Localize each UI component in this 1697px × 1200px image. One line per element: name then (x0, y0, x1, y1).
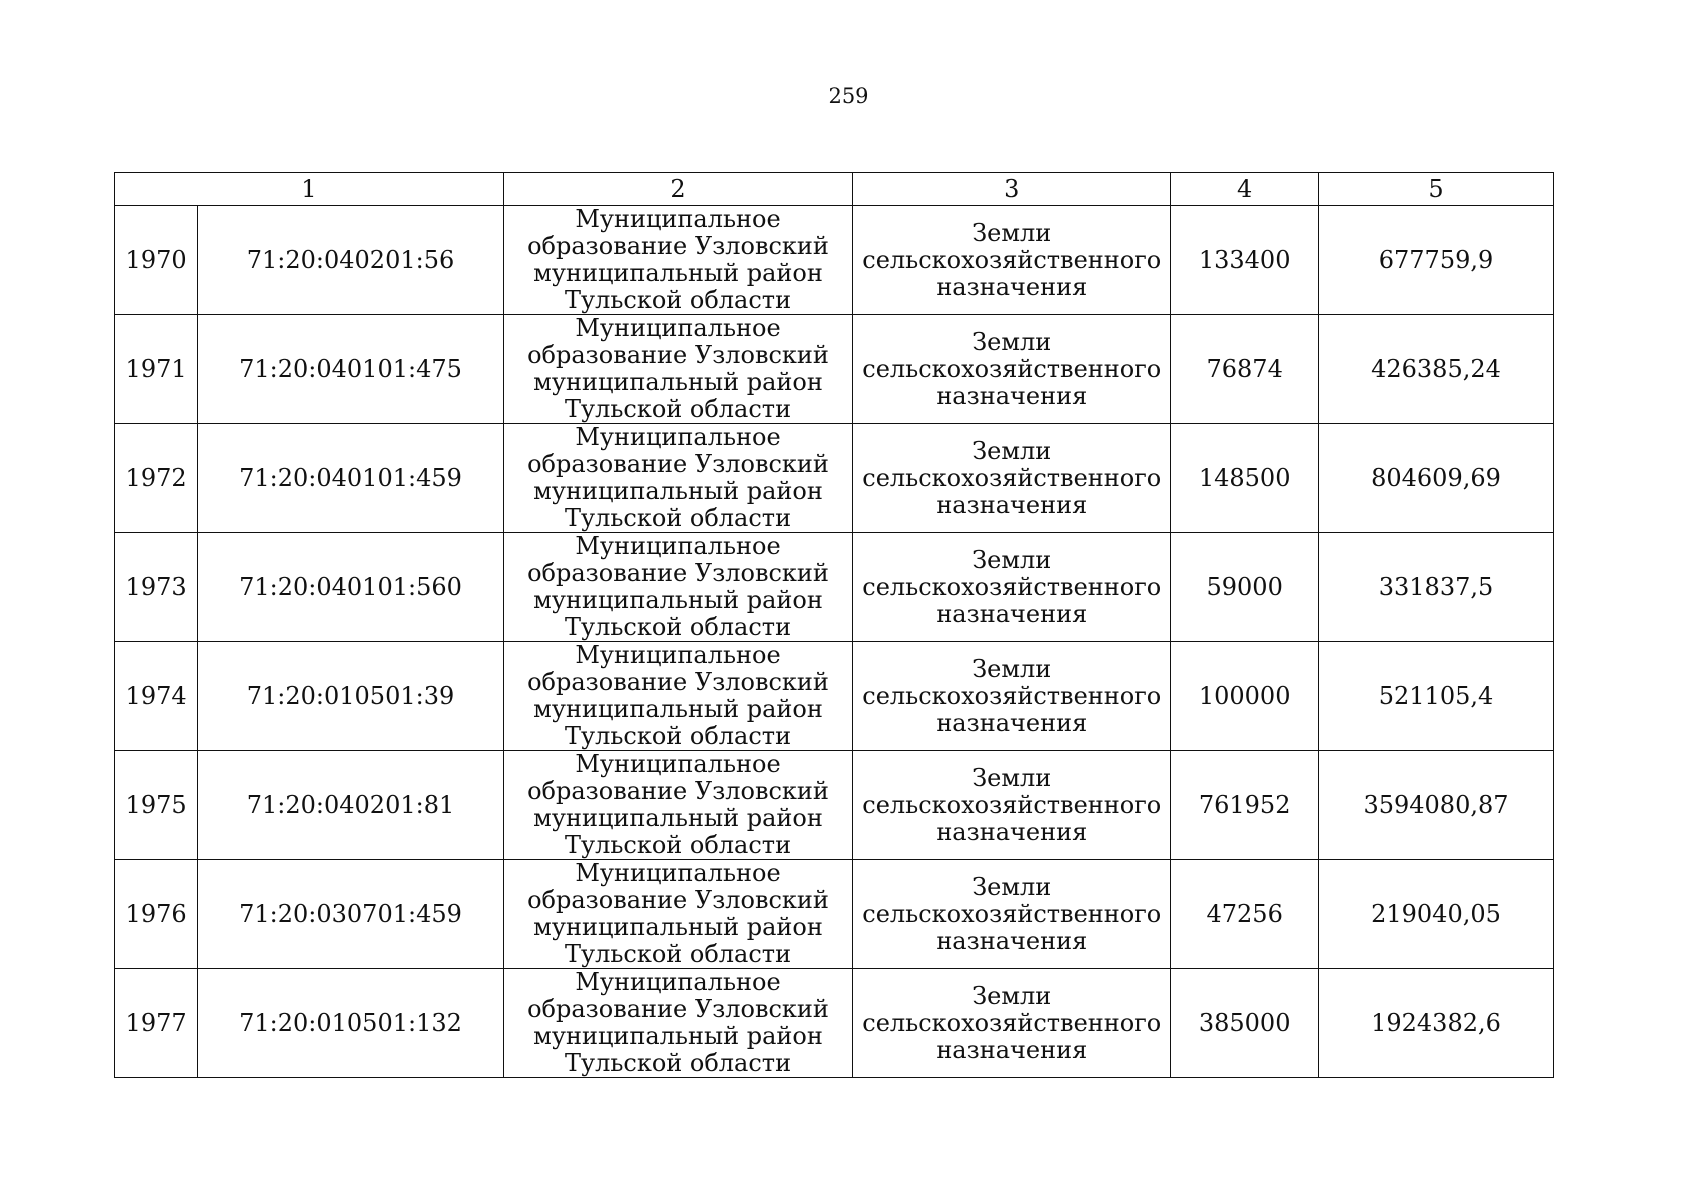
owner-name: Муниципальное образование Узловский муниципальный район Тульской области (503, 315, 852, 424)
cadastral-number: 71:20:010501:39 (198, 642, 504, 751)
header-col-1: 1 (115, 173, 504, 206)
row-number: 1975 (115, 751, 198, 860)
cadastral-number: 71:20:010501:132 (198, 969, 504, 1078)
cadastral-number: 71:20:040101:560 (198, 533, 504, 642)
land-category: Земли сельскохозяйственного назначения (853, 206, 1171, 315)
table-row (115, 860, 1554, 969)
cadastral-value: 426385,24 (1318, 315, 1553, 424)
cadastral-number: 71:20:040201:56 (198, 206, 504, 315)
land-category: Земли сельскохозяйственного назначения (853, 969, 1171, 1078)
land-registry-table (114, 172, 1554, 1078)
cadastral-number: 71:20:040101:475 (198, 315, 504, 424)
land-category: Земли сельскохозяйственного назначения (853, 424, 1171, 533)
table-row (115, 642, 1554, 751)
area: 59000 (1171, 533, 1319, 642)
cadastral-value: 219040,05 (1318, 860, 1553, 969)
table-row (115, 206, 1554, 315)
area: 47256 (1171, 860, 1319, 969)
cadastral-value: 677759,9 (1318, 206, 1553, 315)
cadastral-value: 804609,69 (1318, 424, 1553, 533)
cadastral-value: 3594080,87 (1318, 751, 1553, 860)
cadastral-value: 521105,4 (1318, 642, 1553, 751)
header-col-2: 2 (503, 173, 852, 206)
table-row (115, 533, 1554, 642)
land-category: Земли сельскохозяйственного назначения (853, 533, 1171, 642)
owner-name: Муниципальное образование Узловский муниципальный район Тульской области (503, 533, 852, 642)
cadastral-value: 1924382,6 (1318, 969, 1553, 1078)
owner-name: Муниципальное образование Узловский муниципальный район Тульской области (503, 751, 852, 860)
cadastral-number: 71:20:040101:459 (198, 424, 504, 533)
owner-name: Муниципальное образование Узловский муниципальный район Тульской области (503, 206, 852, 315)
header-col-4: 4 (1171, 173, 1319, 206)
land-category: Земли сельскохозяйственного назначения (853, 751, 1171, 860)
row-number: 1976 (115, 860, 198, 969)
cadastral-value: 331837,5 (1318, 533, 1553, 642)
cadastral-number: 71:20:040201:81 (198, 751, 504, 860)
area: 761952 (1171, 751, 1319, 860)
owner-name: Муниципальное образование Узловский муниципальный район Тульской области (503, 424, 852, 533)
row-number: 1971 (115, 315, 198, 424)
cadastral-number: 71:20:030701:459 (198, 860, 504, 969)
row-number: 1972 (115, 424, 198, 533)
owner-name: Муниципальное образование Узловский муниципальный район Тульской области (503, 860, 852, 969)
table-row (115, 315, 1554, 424)
area: 76874 (1171, 315, 1319, 424)
table-header-row (115, 173, 1554, 206)
header-col-3: 3 (853, 173, 1171, 206)
area: 148500 (1171, 424, 1319, 533)
area: 100000 (1171, 642, 1319, 751)
area: 385000 (1171, 969, 1319, 1078)
row-number: 1974 (115, 642, 198, 751)
land-category: Земли сельскохозяйственного назначения (853, 315, 1171, 424)
land-category: Земли сельскохозяйственного назначения (853, 642, 1171, 751)
row-number: 1977 (115, 969, 198, 1078)
page-number: 259 (828, 84, 869, 108)
row-number: 1973 (115, 533, 198, 642)
row-number: 1970 (115, 206, 198, 315)
owner-name: Муниципальное образование Узловский муниципальный район Тульской области (503, 969, 852, 1078)
area: 133400 (1171, 206, 1319, 315)
land-category: Земли сельскохозяйственного назначения (853, 860, 1171, 969)
header-col-5: 5 (1318, 173, 1553, 206)
table-row (115, 969, 1554, 1078)
table-row (115, 424, 1554, 533)
owner-name: Муниципальное образование Узловский муниципальный район Тульской области (503, 642, 852, 751)
table-row (115, 751, 1554, 860)
